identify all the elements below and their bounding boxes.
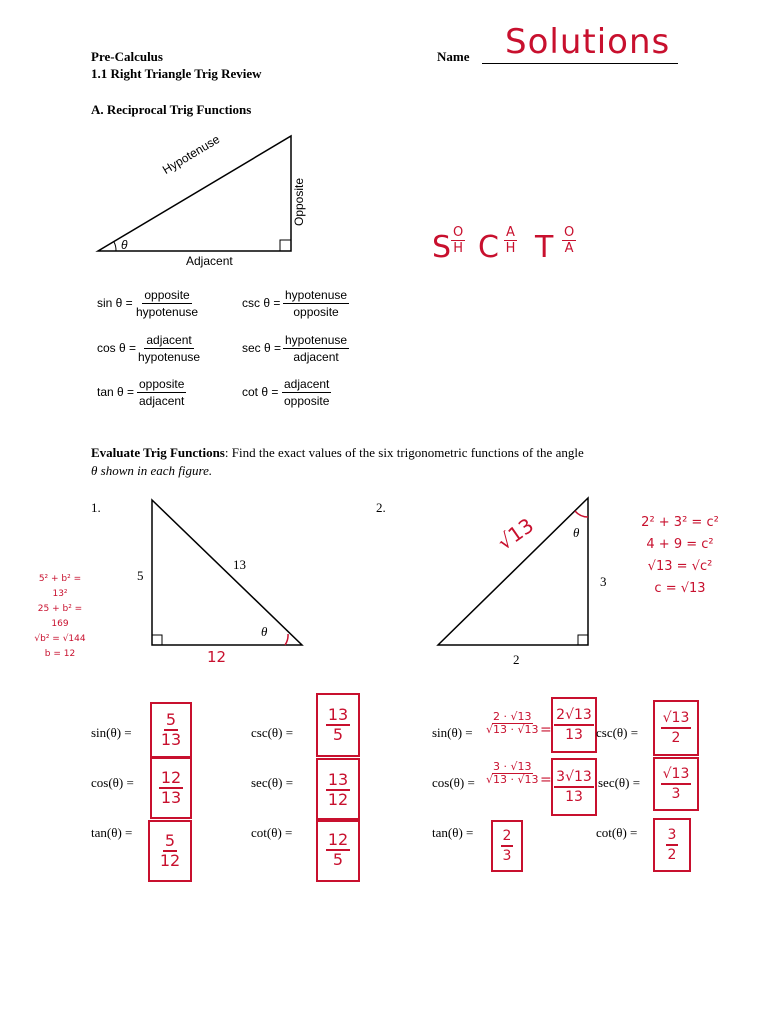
p2-cos-equals: =	[540, 772, 552, 788]
sin-definition-fraction	[136, 288, 198, 319]
p2-tan-answer-box	[491, 820, 523, 872]
p2-csc-label: csc(θ) =	[596, 725, 639, 740]
mnemonic-oh	[451, 225, 465, 256]
p1-sec-answer-box	[316, 758, 360, 822]
p2-tan-label: tan(θ) =	[432, 825, 474, 840]
p2-sin-answer-box	[551, 697, 597, 753]
csc-definition-label: csc θ =	[242, 296, 281, 310]
p1-tan-answer-box	[148, 820, 192, 882]
p2-sec-num: √13	[661, 765, 692, 785]
cot-definition-fraction	[282, 377, 331, 408]
p2-cos-work-num: 3 · √13	[493, 760, 532, 773]
lesson-title: 1.1 Right Triangle Trig Review	[91, 66, 262, 81]
cos-def-num: adjacent	[146, 333, 192, 347]
name-line	[482, 63, 678, 64]
name-label: Name	[437, 49, 470, 64]
p1-csc-label: csc(θ) =	[251, 725, 294, 740]
p1-cos-num: 12	[160, 768, 182, 787]
p2-cos-rationalize-work	[486, 761, 539, 786]
mnemonic-t: T	[535, 230, 554, 265]
p2-sec-answer-box	[653, 757, 699, 811]
problem1-side-5: 5	[137, 568, 144, 583]
p2-tan-den: 3	[502, 848, 512, 864]
p2-sec-den: 3	[671, 786, 681, 802]
p2-work-line1: 2² + 3² = c²	[641, 515, 719, 530]
p2-sin-label: sin(θ) =	[432, 725, 473, 740]
p2-work-line3: √13 = √c²	[647, 559, 713, 574]
sec-definition-fraction	[283, 333, 349, 364]
p2-cot-label: cot(θ) =	[596, 825, 638, 840]
cot-def-den: opposite	[284, 394, 330, 408]
problem1-theta: θ	[261, 624, 268, 639]
p1-cot-label: cot(θ) =	[251, 825, 293, 840]
p2-cos-work-den: √13 · √13	[486, 773, 539, 786]
problem2-theta: θ	[573, 525, 580, 540]
mnemonic-oa	[562, 225, 576, 256]
mnemonic-c: C	[478, 230, 499, 265]
p2-csc-answer-box	[653, 700, 699, 756]
evaluate-text: : Find the exact values of the six trigonometric functions of the angle	[224, 445, 584, 460]
name-value: Solutions	[505, 22, 671, 62]
sec-def-num: hypotenuse	[285, 333, 348, 347]
problem1-pythagorean-work	[30, 572, 90, 662]
cos-def-den: hypotenuse	[138, 350, 201, 364]
tan-definition-fraction	[137, 377, 186, 408]
p2-sin-work-den: √13 · √13	[486, 723, 539, 736]
opposite-label: Opposite	[292, 177, 306, 226]
p2-sin-rationalize-work	[486, 711, 539, 736]
problem2-pythagorean-work	[640, 512, 720, 600]
problem1-triangle	[140, 490, 315, 655]
p1-work-line4: b = 12	[44, 649, 76, 659]
sin-def-den: hypotenuse	[136, 305, 199, 319]
p2-csc-num: √13	[661, 709, 692, 729]
csc-def-num: hypotenuse	[285, 288, 348, 302]
evaluate-instructions-line2: θ shown in each figure.	[91, 463, 213, 478]
mnemonic-ah	[504, 225, 517, 256]
cot-definition-label: cot θ =	[242, 385, 279, 399]
p2-sin-equals: =	[540, 722, 552, 738]
mnemonic-s: S	[432, 230, 452, 265]
cot-def-num: adjacent	[284, 377, 330, 391]
mnemonic-h1: H	[453, 241, 463, 256]
adjacent-label: Adjacent	[186, 254, 233, 268]
problem1-side-12: 12	[207, 648, 227, 666]
p1-cot-answer-box	[316, 818, 360, 882]
p1-sin-label: sin(θ) =	[91, 725, 132, 740]
p1-cot-den: 5	[332, 850, 344, 869]
tan-def-den: adjacent	[139, 394, 185, 408]
p1-cos-label: cos(θ) =	[91, 775, 134, 790]
mnemonic-h2: H	[505, 241, 516, 256]
mnemonic-a1: A	[506, 225, 515, 240]
mnemonic-o2: O	[564, 225, 575, 240]
p1-sec-den: 12	[327, 790, 349, 809]
sin-definition-label: sin θ =	[97, 296, 133, 310]
p2-sin-work-num: 2 · √13	[493, 710, 532, 723]
tan-definition-label: tan θ =	[97, 385, 135, 399]
evaluate-heading: Evaluate Trig Functions	[91, 445, 225, 460]
csc-definition-fraction	[283, 288, 349, 319]
p1-tan-den: 12	[159, 851, 181, 870]
p1-sin-den: 13	[160, 730, 182, 749]
course-title: Pre-Calculus	[91, 49, 163, 64]
problem2-side-sqrt13: √13	[493, 513, 539, 555]
p1-csc-den: 5	[332, 725, 344, 744]
mnemonic-o1: O	[453, 225, 464, 240]
p2-cos-answer-box	[551, 758, 597, 816]
problem2-side-2: 2	[513, 652, 520, 667]
p1-sec-label: sec(θ) =	[251, 775, 294, 790]
p2-cot-answer-box	[653, 818, 691, 872]
p1-work-line1: 5² + b² = 13²	[38, 574, 82, 599]
p1-work-line3: √b² = √144	[34, 634, 86, 644]
p2-cos-label: cos(θ) =	[432, 775, 475, 790]
section-a-title: A. Reciprocal Trig Functions	[91, 102, 252, 117]
problem2-number: 2.	[376, 500, 386, 515]
p2-cot-den: 2	[667, 847, 677, 863]
p2-cos-den: 13	[565, 789, 583, 805]
p1-cos-den: 13	[160, 788, 182, 807]
p1-csc-num: 13	[327, 705, 349, 724]
p1-work-line2: 25 + b² = 169	[37, 604, 83, 629]
p2-sin-den: 13	[565, 727, 583, 743]
p1-sin-num: 5	[165, 710, 177, 729]
p2-sec-label: sec(θ) =	[598, 775, 641, 790]
tan-def-num: opposite	[139, 377, 185, 391]
problem2-triangle	[430, 490, 600, 655]
p1-sin-answer-box	[150, 702, 192, 758]
theta-label: θ	[121, 238, 128, 252]
p1-sec-num: 13	[327, 770, 349, 789]
problem1-side-13: 13	[233, 557, 246, 572]
hypotenuse-label: Hypotenuse	[160, 132, 223, 178]
problem1-number: 1.	[91, 500, 101, 515]
cos-definition-fraction	[138, 333, 200, 364]
p2-work-line2: 4 + 9 = c²	[646, 537, 714, 552]
p2-cot-num: 3	[666, 826, 679, 846]
cos-definition-label: cos θ =	[97, 341, 137, 355]
p1-tan-label: tan(θ) =	[91, 825, 133, 840]
sin-def-num: opposite	[144, 288, 190, 302]
p2-cos-num: 3√13	[554, 768, 594, 788]
p2-csc-den: 2	[671, 730, 681, 746]
csc-def-den: opposite	[293, 305, 339, 319]
p2-sin-num: 2√13	[554, 706, 594, 726]
mnemonic-a2: A	[564, 241, 574, 256]
p1-cot-num: 12	[327, 830, 349, 849]
p2-tan-num: 2	[501, 827, 514, 847]
p1-cos-answer-box	[150, 757, 192, 819]
p2-work-line4: c = √13	[654, 581, 706, 596]
p1-csc-answer-box	[316, 693, 360, 757]
evaluate-instructions	[91, 445, 584, 461]
p1-tan-num: 5	[164, 831, 176, 850]
problem2-side-3: 3	[600, 574, 607, 589]
sec-definition-label: sec θ =	[242, 341, 282, 355]
sec-def-den: adjacent	[293, 350, 339, 364]
